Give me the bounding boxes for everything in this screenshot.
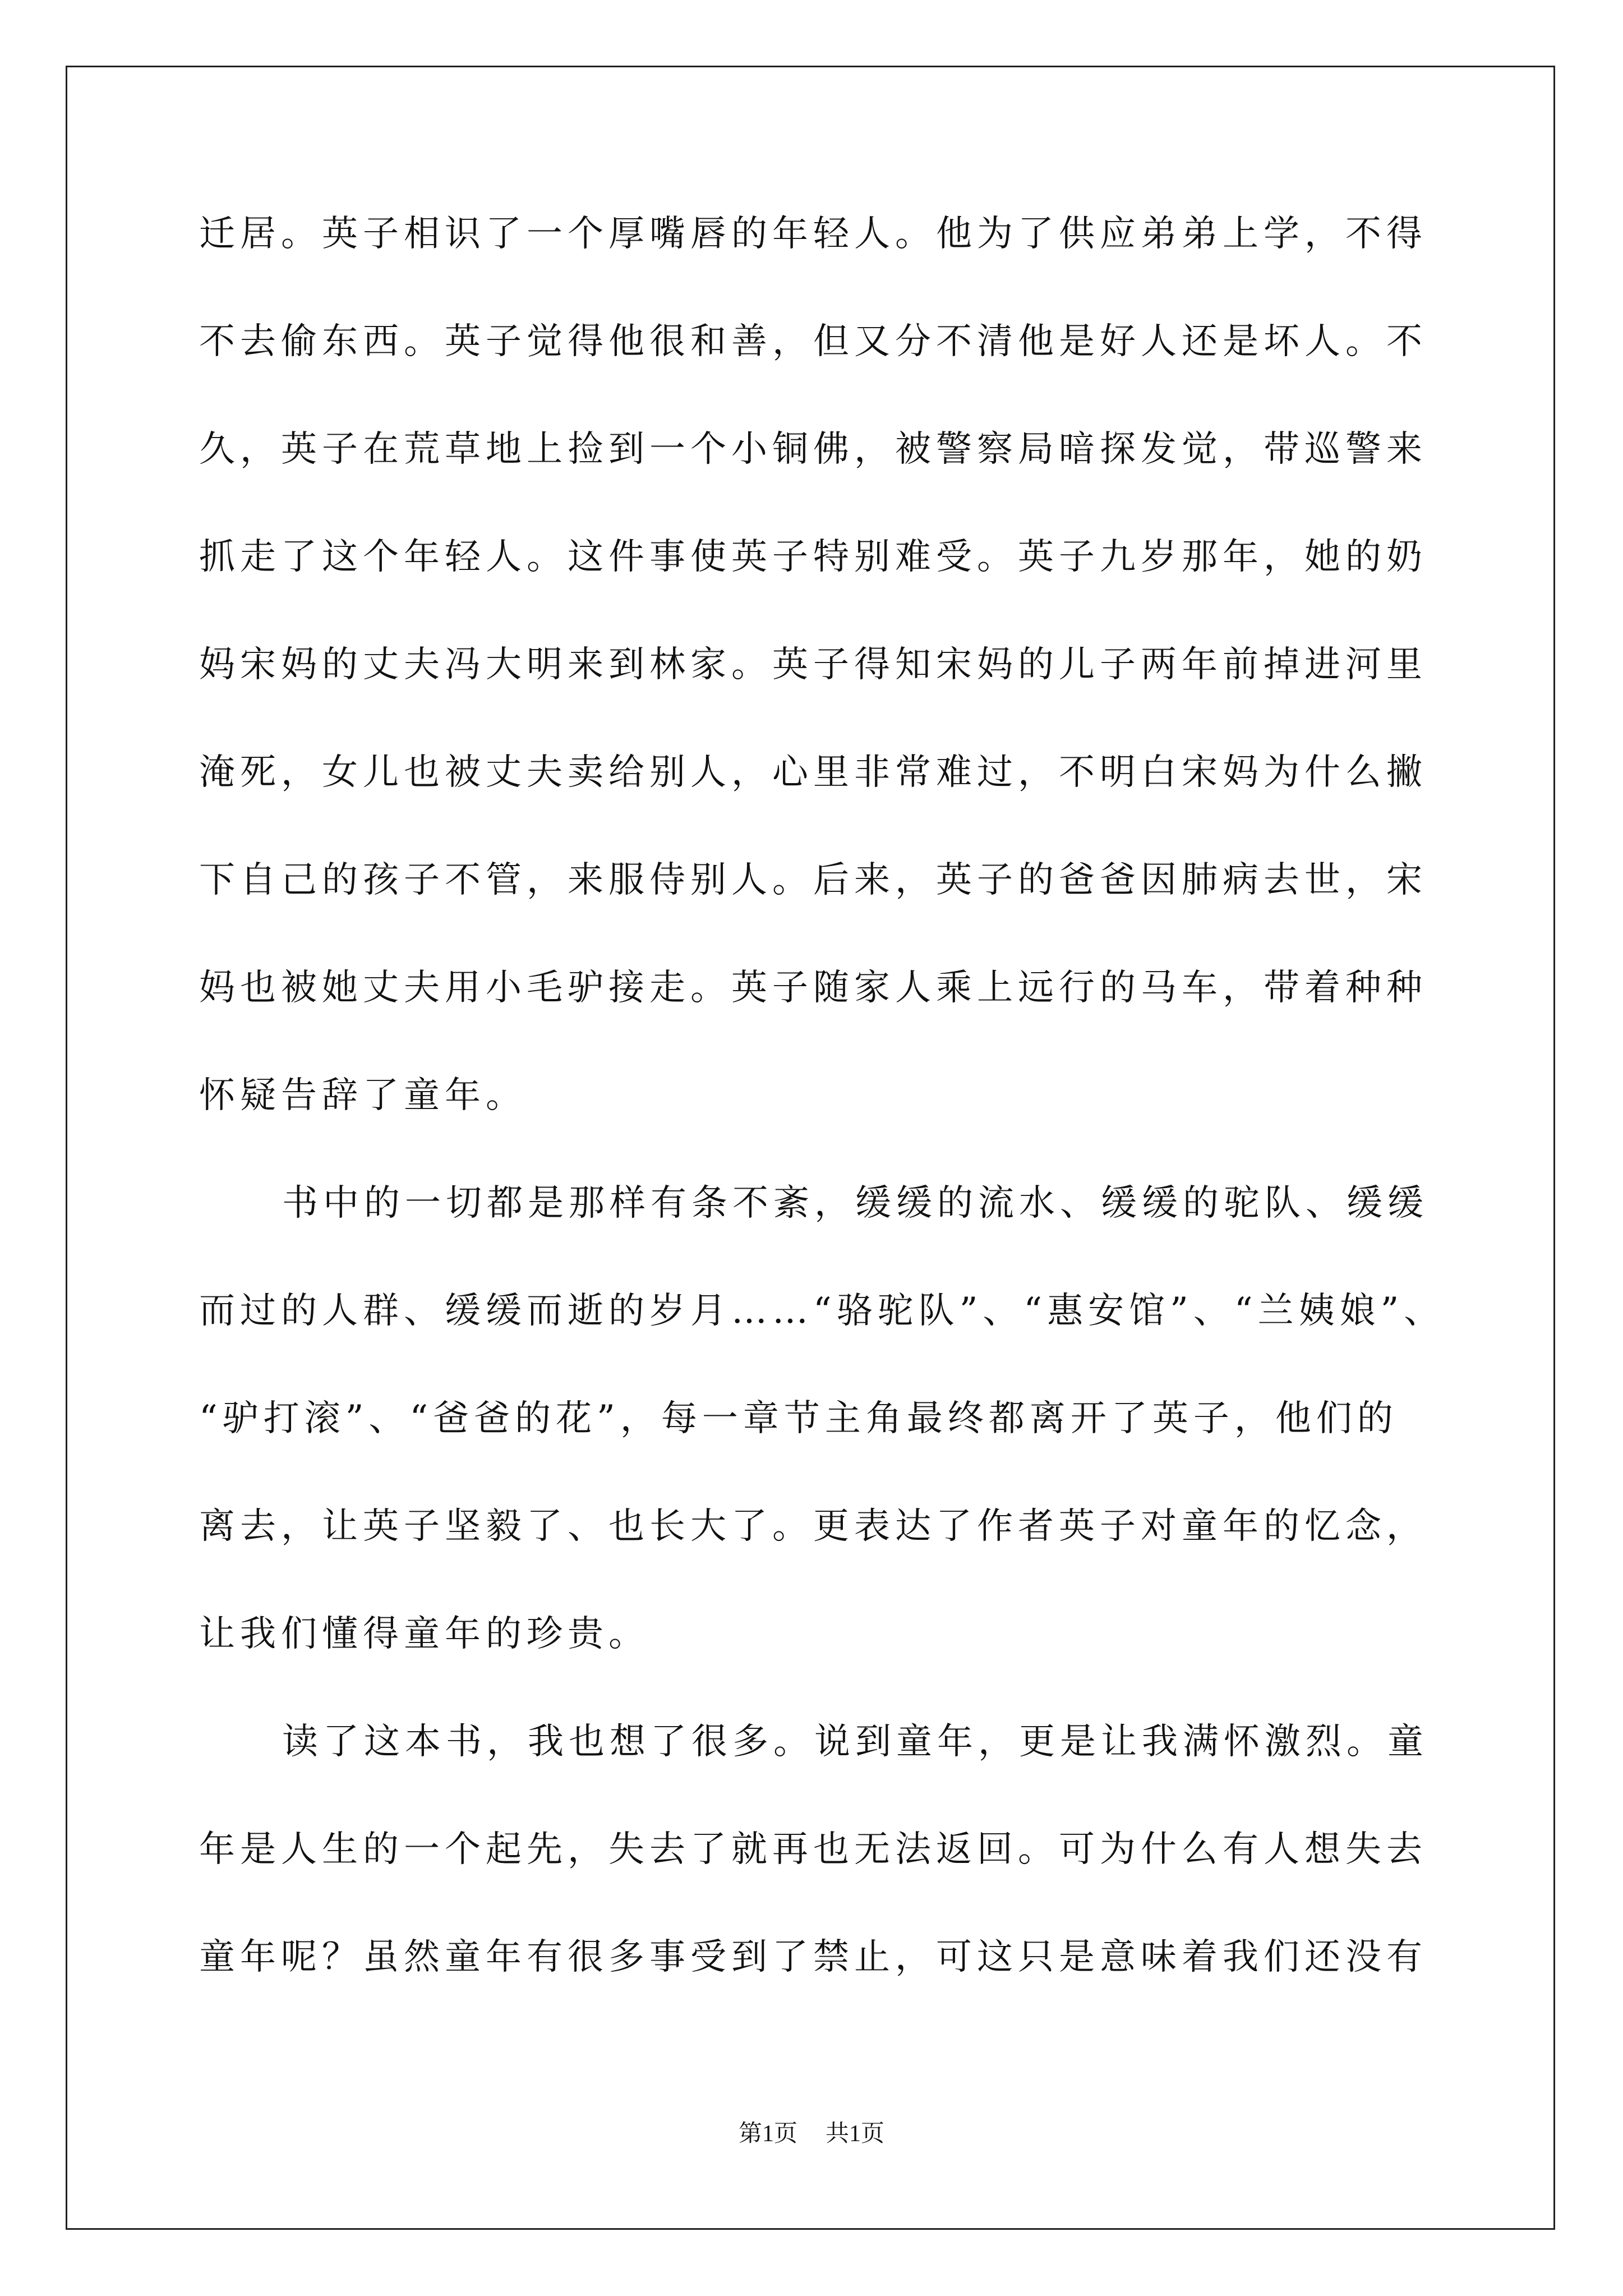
text-line: 久，英子在荒草地上捡到一个小铜佛，被警察局暗探发觉，带巡警来: [199, 429, 1427, 470]
paragraph-first-line: 书中的一切都是那样有条不紊，缓缓的流水、缓缓的驼队、缓缓: [282, 1182, 1428, 1224]
page-total: 共1页: [826, 2121, 885, 2147]
paragraph-first-line: 读了这本书，我也想了很多。说到童年，更是让我满怀激烈。童: [282, 1721, 1428, 1763]
text-line: 年是人生的一个起先，失去了就再也无法返回。可为什么有人想失去: [199, 1829, 1427, 1870]
text-line: 抓走了这个年轻人。这件事使英子特别难受。英子九岁那年，她的奶: [199, 536, 1427, 578]
text-line: 妈宋妈的丈夫冯大明来到林家。英子得知宋妈的儿子两年前掉进河里: [199, 644, 1427, 685]
page-footer: [0, 2115, 1623, 2148]
text-line: 淹死，女儿也被丈夫卖给别人，心里非常难过，不明白宋妈为什么撇: [199, 752, 1427, 793]
document-body: [199, 203, 1455, 2034]
text-line: 让我们懂得童年的珍贵。: [199, 1613, 649, 1655]
text-line: 迁居。英子相识了一个厚嘴唇的年轻人。他为了供应弟弟上学，不得: [199, 213, 1427, 255]
text-line: 离去，让英子坚毅了、也长大了。更表达了作者英子对童年的忆念，: [199, 1506, 1427, 1547]
text-line: 下自己的孩子不管，来服侍别人。后来，英子的爸爸因肺病去世，宋: [199, 859, 1427, 901]
text-line: 童年呢？虽然童年有很多事受到了禁止，可这只是意味着我们还没有: [199, 1936, 1427, 1978]
text-line: 不去偷东西。英子觉得他很和善，但又分不清他是好人还是坏人。不: [199, 321, 1427, 362]
text-line: 妈也被她丈夫用小毛驴接走。英子随家人乘上远行的马车，带着种种: [199, 967, 1427, 1009]
text-line: “驴打滚”、“爸爸的花”，每一章节主角最终都离开了英子，他们的: [199, 1398, 1398, 1439]
page-number: 第1页: [738, 2121, 797, 2147]
text-line: 而过的人群、缓缓而逝的岁月……“骆驼队”、“惠安馆”、“兰姨娘”、: [199, 1290, 1445, 1332]
text-line: 怀疑告辞了童年。: [199, 1075, 527, 1116]
